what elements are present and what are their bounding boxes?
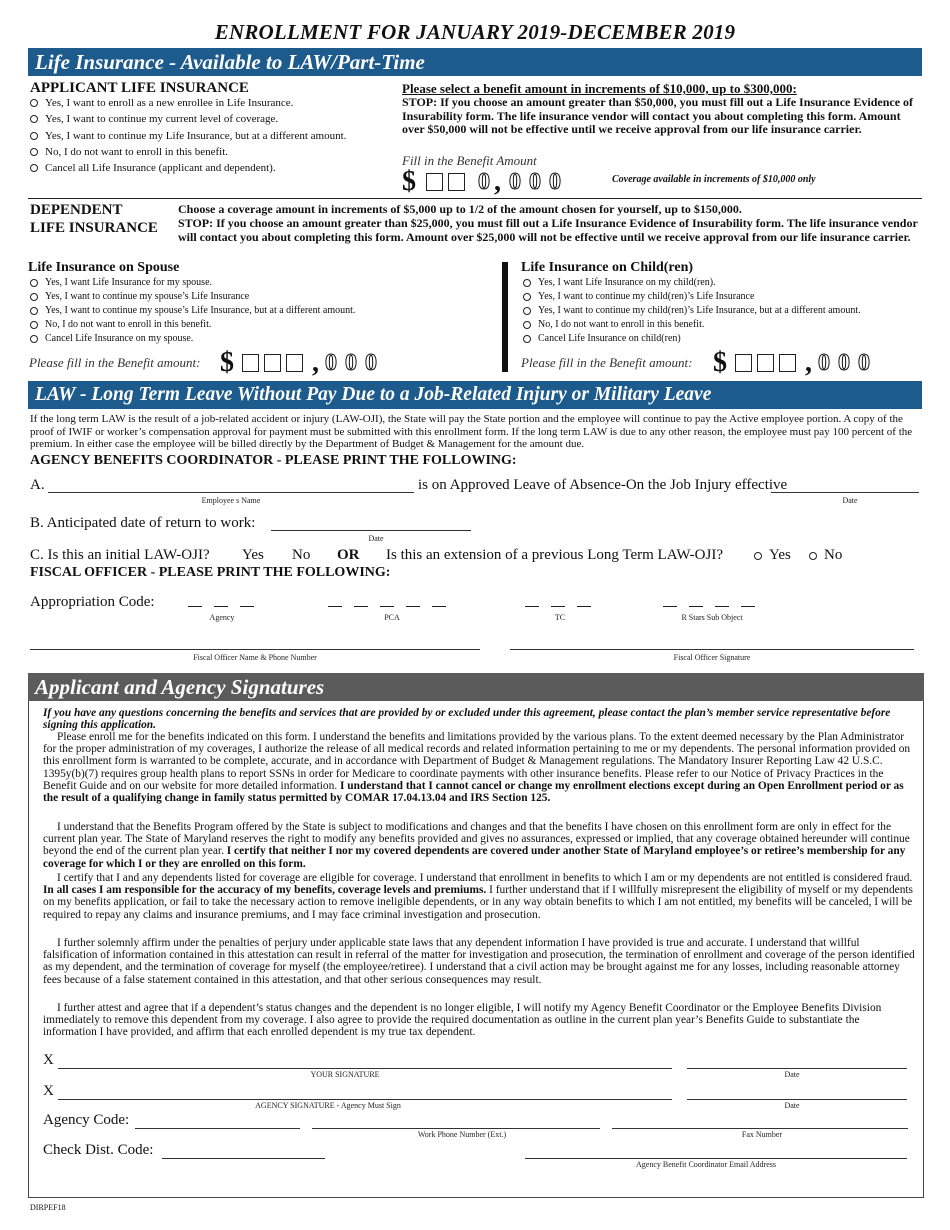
fiscal-officer-name-label: Fiscal Officer Name & Phone Number	[193, 653, 317, 662]
c-yes[interactable]: Yes	[242, 547, 264, 563]
work-phone-field[interactable]	[312, 1112, 600, 1129]
check-dist-label: Check Dist. Code:	[43, 1142, 154, 1158]
radio-circle[interactable]	[523, 335, 531, 343]
rstars-label: R Stars Sub Object	[681, 613, 743, 622]
agreement-paragraph-4: I further solemnly affirm under the penalties of perjury under applicable state laws that any dependent information I have provided is true and accurate. I understand that willful falsification of information contained in this attestation can result in referral of the matter for investigation and prosecution, the termination of enrollment and coverage of the person identified as my dependent, and the termination of coverage for myself (the employee/retiree). I understand that a civil action may be brought against me for any losses, including reasonable attorney fees because of a false statement contained in this attestation, and that other serious consequences may result.	[43, 937, 915, 986]
c-extension: Is this an extension of a previous Long Term LAW-OJI?	[386, 547, 723, 563]
applicant-life-heading: APPLICANT LIFE INSURANCE	[30, 80, 249, 96]
spouse-benefit-amount[interactable]: $ , 0 0 0	[220, 347, 377, 378]
agreement-paragraph-3: I certify that I and any dependents listed for coverage are eligible for coverage. I understand that enrollment in benefits to which I am or my dependents are not entitled is considered fraud. In all cases I am responsible for the accuracy of my benefits, coverage levels and premiums. I further understand that if I willfully misrepresent the eligibility of myself or my dependents on my benefits application, or fail to take the necessary action to remove ineligible dependents, or in any way obtain benefits to which I am not entitled, my benefits will be canceled, I will be required to repay any claims and insurance premiums, and I may face criminal investigation and prosecution.	[43, 872, 913, 921]
agency-code-field[interactable]	[135, 1112, 300, 1129]
date-label: Date	[842, 496, 858, 505]
extension-yes[interactable]: Yes	[754, 547, 791, 564]
fill-benefit-label: Fill in the Benefit Amount	[402, 153, 537, 168]
law-band: LAW - Long Term Leave Without Pay Due to a Job-Related Injury or Military Leave	[28, 381, 922, 409]
option-row[interactable]: Yes, I want Life Insurance on my child(ren).	[523, 276, 923, 290]
dependent-stop-note: STOP: If you choose an amount greater than $25,000, you must fill out a Life Insurance Evidence of Insurability form. The life insurance vendor will contact you about completing this form. Amount over $25,000 will not be effective until we receive approval from our life insurance carrier.	[178, 216, 918, 244]
dependent-choose-note: Choose a coverage amount in increments of $5,000 up to 1/2 of the amount chosen for yourself, up to $150,000.	[178, 202, 742, 216]
tc-label: TC	[554, 613, 566, 622]
child-options	[523, 276, 923, 346]
fax-field[interactable]	[612, 1112, 908, 1129]
a-text: is on Approved Leave of Absence-On the Job Injury effective	[418, 477, 788, 493]
radio-circle[interactable]	[754, 552, 762, 560]
amount-box[interactable]	[242, 354, 259, 372]
radio-circle[interactable]	[30, 148, 38, 156]
radio-circle[interactable]	[30, 335, 38, 343]
employee-name-field[interactable]	[48, 476, 414, 493]
spouse-heading: Life Insurance on Spouse	[28, 260, 180, 275]
option-row[interactable]: Cancel Life Insurance on child(ren)	[523, 332, 923, 346]
fiscal-officer-name-field[interactable]	[30, 634, 480, 650]
option-row[interactable]: Yes, I want to enroll as a new enrollee in Life Insurance.	[30, 95, 400, 111]
coordinator-heading: AGENCY BENEFITS COORDINATOR - PLEASE PRINT THE FOLLOWING:	[30, 453, 517, 468]
child-fill-label: Please fill in the Benefit amount:	[521, 355, 693, 370]
radio-circle[interactable]	[30, 321, 38, 329]
agreement-paragraph-1: Please enroll me for the benefits indicated on this form. I understand the benefits and limitations provided by the various plans. To the extent deemed necessary by the Plan Administrator for the proper administration of my coverages, I authorize the release of all medical records and related information pertaining to me or my dependents. The personal information provided on this enrollment form is warranted to be complete, accurate, and in accordance with Department of Budget & Management regulations. The Mandatory Insurer Reporting Law 42 U.S.C. 1395y(b)(7) requires group health plans to report SSNs in order for Medicare to coordinate payments with other insurance benefits. Please refer to our Notice of Privacy Practices in the Benefit Guide and on our website for more detailed information. I understand that I cannot cancel or change my enrollment elections except during an Open Enrollment period or as the result of a qualifying change in family status permitted by COMAR 17.04.13.04 and IRS Section 125.	[43, 731, 911, 805]
c-text: C. Is this an initial LAW-OJI?	[30, 547, 210, 563]
radio-circle[interactable]	[30, 293, 38, 301]
amount-box[interactable]	[426, 173, 443, 191]
option-row[interactable]: No, I do not want to enroll in this benefit.	[30, 144, 400, 160]
extension-no[interactable]: No	[809, 547, 842, 564]
radio-circle[interactable]	[30, 279, 38, 287]
date-label: Date	[784, 1101, 800, 1110]
amount-box[interactable]	[286, 354, 303, 372]
life-stop-note: STOP: If you choose an amount greater than $50,000, you must fill out a Life Insurance Evidence of Insurability form. The life insurance vendor will contact you about completing this form. Amount over $50,000 will not be effective until we receive approval from our life insurance carrier.	[402, 95, 914, 137]
option-row[interactable]: No, I do not want to enroll in this benefit.	[523, 318, 923, 332]
your-signature-label: YOUR SIGNATURE	[310, 1070, 380, 1079]
option-row[interactable]: Cancel all Life Insurance (applicant and dependent).	[30, 160, 400, 176]
spouse-fill-label: Please fill in the Benefit amount:	[29, 355, 201, 370]
section-divider-bar	[502, 262, 508, 372]
child-heading: Life Insurance on Child(ren)	[521, 260, 694, 275]
signatures-band: Applicant and Agency Signatures	[28, 673, 924, 701]
radio-circle[interactable]	[30, 307, 38, 315]
pca-label: PCA	[384, 613, 400, 622]
signature-intro: If you have any questions concerning the benefits and services that are provided by or excluded under this agreement, please contact the plan’s member service representative before signing this application.	[43, 707, 891, 732]
option-row[interactable]: Yes, I want to continue my spouse’s Life Insurance, but at a different amount.	[30, 304, 490, 318]
life-benefit-amount[interactable]: $ 0 , 0 0 0	[402, 166, 561, 197]
amount-box[interactable]	[448, 173, 465, 191]
applicant-options	[30, 95, 400, 176]
option-row[interactable]: Yes, I want to continue my current level of coverage.	[30, 111, 400, 127]
option-row[interactable]: Yes, I want Life Insurance for my spouse.	[30, 276, 490, 290]
dependent-heading-2: LIFE INSURANCE	[30, 220, 158, 236]
option-row[interactable]: Cancel Life Insurance on my spouse.	[30, 332, 490, 346]
c-or: OR	[337, 547, 360, 563]
b-text: B. Anticipated date of return to work:	[30, 515, 256, 531]
coverage-note: Coverage available in increments of $10,000 only	[612, 174, 816, 185]
fiscal-officer-signature-label: Fiscal Officer Signature	[673, 653, 751, 662]
fax-label: Fax Number	[741, 1130, 783, 1139]
agreement-paragraph-5: I further attest and agree that if a dependent’s status changes and the dependent is no longer eligible, I will notify my Agency Benefit Coordinator or the Employee Benefits Division immediately to remove this dependent from my coverage. I also agree to provide the required documentation as outline in the current plan year’s Benefits Guide to substantiate the information I have provided, and affirm that each enrolled dependent is my true tax dependent.	[43, 1002, 882, 1039]
option-row[interactable]: Yes, I want to continue my child(ren)’s Life Insurance, but at a different amount.	[523, 304, 923, 318]
dependent-heading: DEPENDENT	[30, 202, 123, 218]
radio-circle[interactable]	[30, 132, 38, 140]
spouse-options	[30, 276, 490, 346]
coordinator-email-field[interactable]	[525, 1142, 907, 1159]
radio-circle[interactable]	[523, 293, 531, 301]
work-phone-label: Work Phone Number (Ext.)	[417, 1130, 507, 1139]
fiscal-officer-signature-field[interactable]	[510, 634, 914, 650]
your-signature-date-field[interactable]	[687, 1052, 907, 1069]
page-title: ENROLLMENT FOR JANUARY 2019-DECEMBER 2019	[214, 20, 736, 44]
fiscal-heading: FISCAL OFFICER - PLEASE PRINT THE FOLLOWING:	[30, 565, 391, 580]
divider	[28, 198, 922, 199]
radio-circle[interactable]	[30, 164, 38, 172]
c-no[interactable]: No	[292, 547, 311, 563]
radio-circle[interactable]	[30, 99, 38, 107]
amount-box[interactable]	[779, 354, 796, 372]
your-signature-field[interactable]	[58, 1052, 672, 1069]
agency-signature-field[interactable]	[58, 1083, 672, 1100]
effective-date-field[interactable]	[771, 476, 919, 493]
form-code: DIRPEF18	[30, 1203, 66, 1212]
radio-circle[interactable]	[809, 552, 817, 560]
option-row[interactable]: Yes, I want to continue my child(ren)’s Life Insurance	[523, 290, 923, 304]
agency-signature-date-field[interactable]	[687, 1083, 907, 1100]
agency-code-label: Agency Code:	[43, 1112, 130, 1128]
option-row[interactable]: No, I do not want to enroll in this benefit.	[30, 318, 490, 332]
appropriation-label: Appropriation Code:	[30, 594, 155, 610]
radio-circle[interactable]	[523, 279, 531, 287]
employee-name-label: Employee s Name	[201, 496, 261, 505]
return-date-label: Date	[368, 534, 384, 543]
amount-box[interactable]	[735, 354, 752, 372]
a-label: A.	[30, 477, 45, 493]
x-mark: X	[43, 1083, 54, 1099]
life-insurance-band: Life Insurance - Available to LAW/Part-Time	[28, 48, 922, 76]
date-label: Date	[784, 1070, 800, 1079]
radio-circle[interactable]	[523, 307, 531, 315]
agency-label: Agency	[209, 613, 235, 622]
coordinator-email-label: Agency Benefit Coordinator Email Address	[636, 1160, 776, 1169]
law-intro: If the long term LAW is the result of a job-related accident or injury (LAW-OJI), the State will pay the State portion and the employee will continue to pay the Active employee portion. A copy of the proof of IWIF or worker’s compensation approval for payment must be submitted with this enrollment form. If the long term LAW is due to any other reason, the employee must pay 100 percent of the premium. In either case the employee will be billed directly by the Department of Budget & Management for the amount due.	[30, 413, 913, 451]
option-row[interactable]: Yes, I want to continue my spouse’s Life Insurance	[30, 290, 490, 304]
agreement-paragraph-2: I understand that the Benefits Program offered by the State is subject to modifications and changes and that the benefits I have chosen on this enrollment form are only in effect for the current plan year. The State of Maryland reserves the right to modify any benefits provided and gives no assurances, expressed or implied, that any coverage obtained hereunder will continue beyond the end of the current plan year. I certify that neither I nor my covered dependents are covered under another State of Maryland employee’s or retiree’s membership for any coverage for which I or they are enrolled on this form.	[43, 821, 910, 870]
agency-signature-label: AGENCY SIGNATURE - Agency Must Sign	[255, 1101, 401, 1110]
radio-circle[interactable]	[30, 115, 38, 123]
check-dist-field[interactable]	[162, 1142, 325, 1159]
radio-circle[interactable]	[523, 321, 531, 329]
amount-box[interactable]	[264, 354, 281, 372]
x-mark: X	[43, 1052, 54, 1068]
return-date-field[interactable]	[271, 514, 471, 531]
child-benefit-amount[interactable]: $ , 0 0 0	[713, 347, 870, 378]
option-row[interactable]: Yes, I want to continue my Life Insurance, but at a different amount.	[30, 128, 400, 144]
amount-box[interactable]	[757, 354, 774, 372]
select-benefit-heading: Please select a benefit amount in increments of $10,000, up to $300,000:	[402, 81, 797, 96]
